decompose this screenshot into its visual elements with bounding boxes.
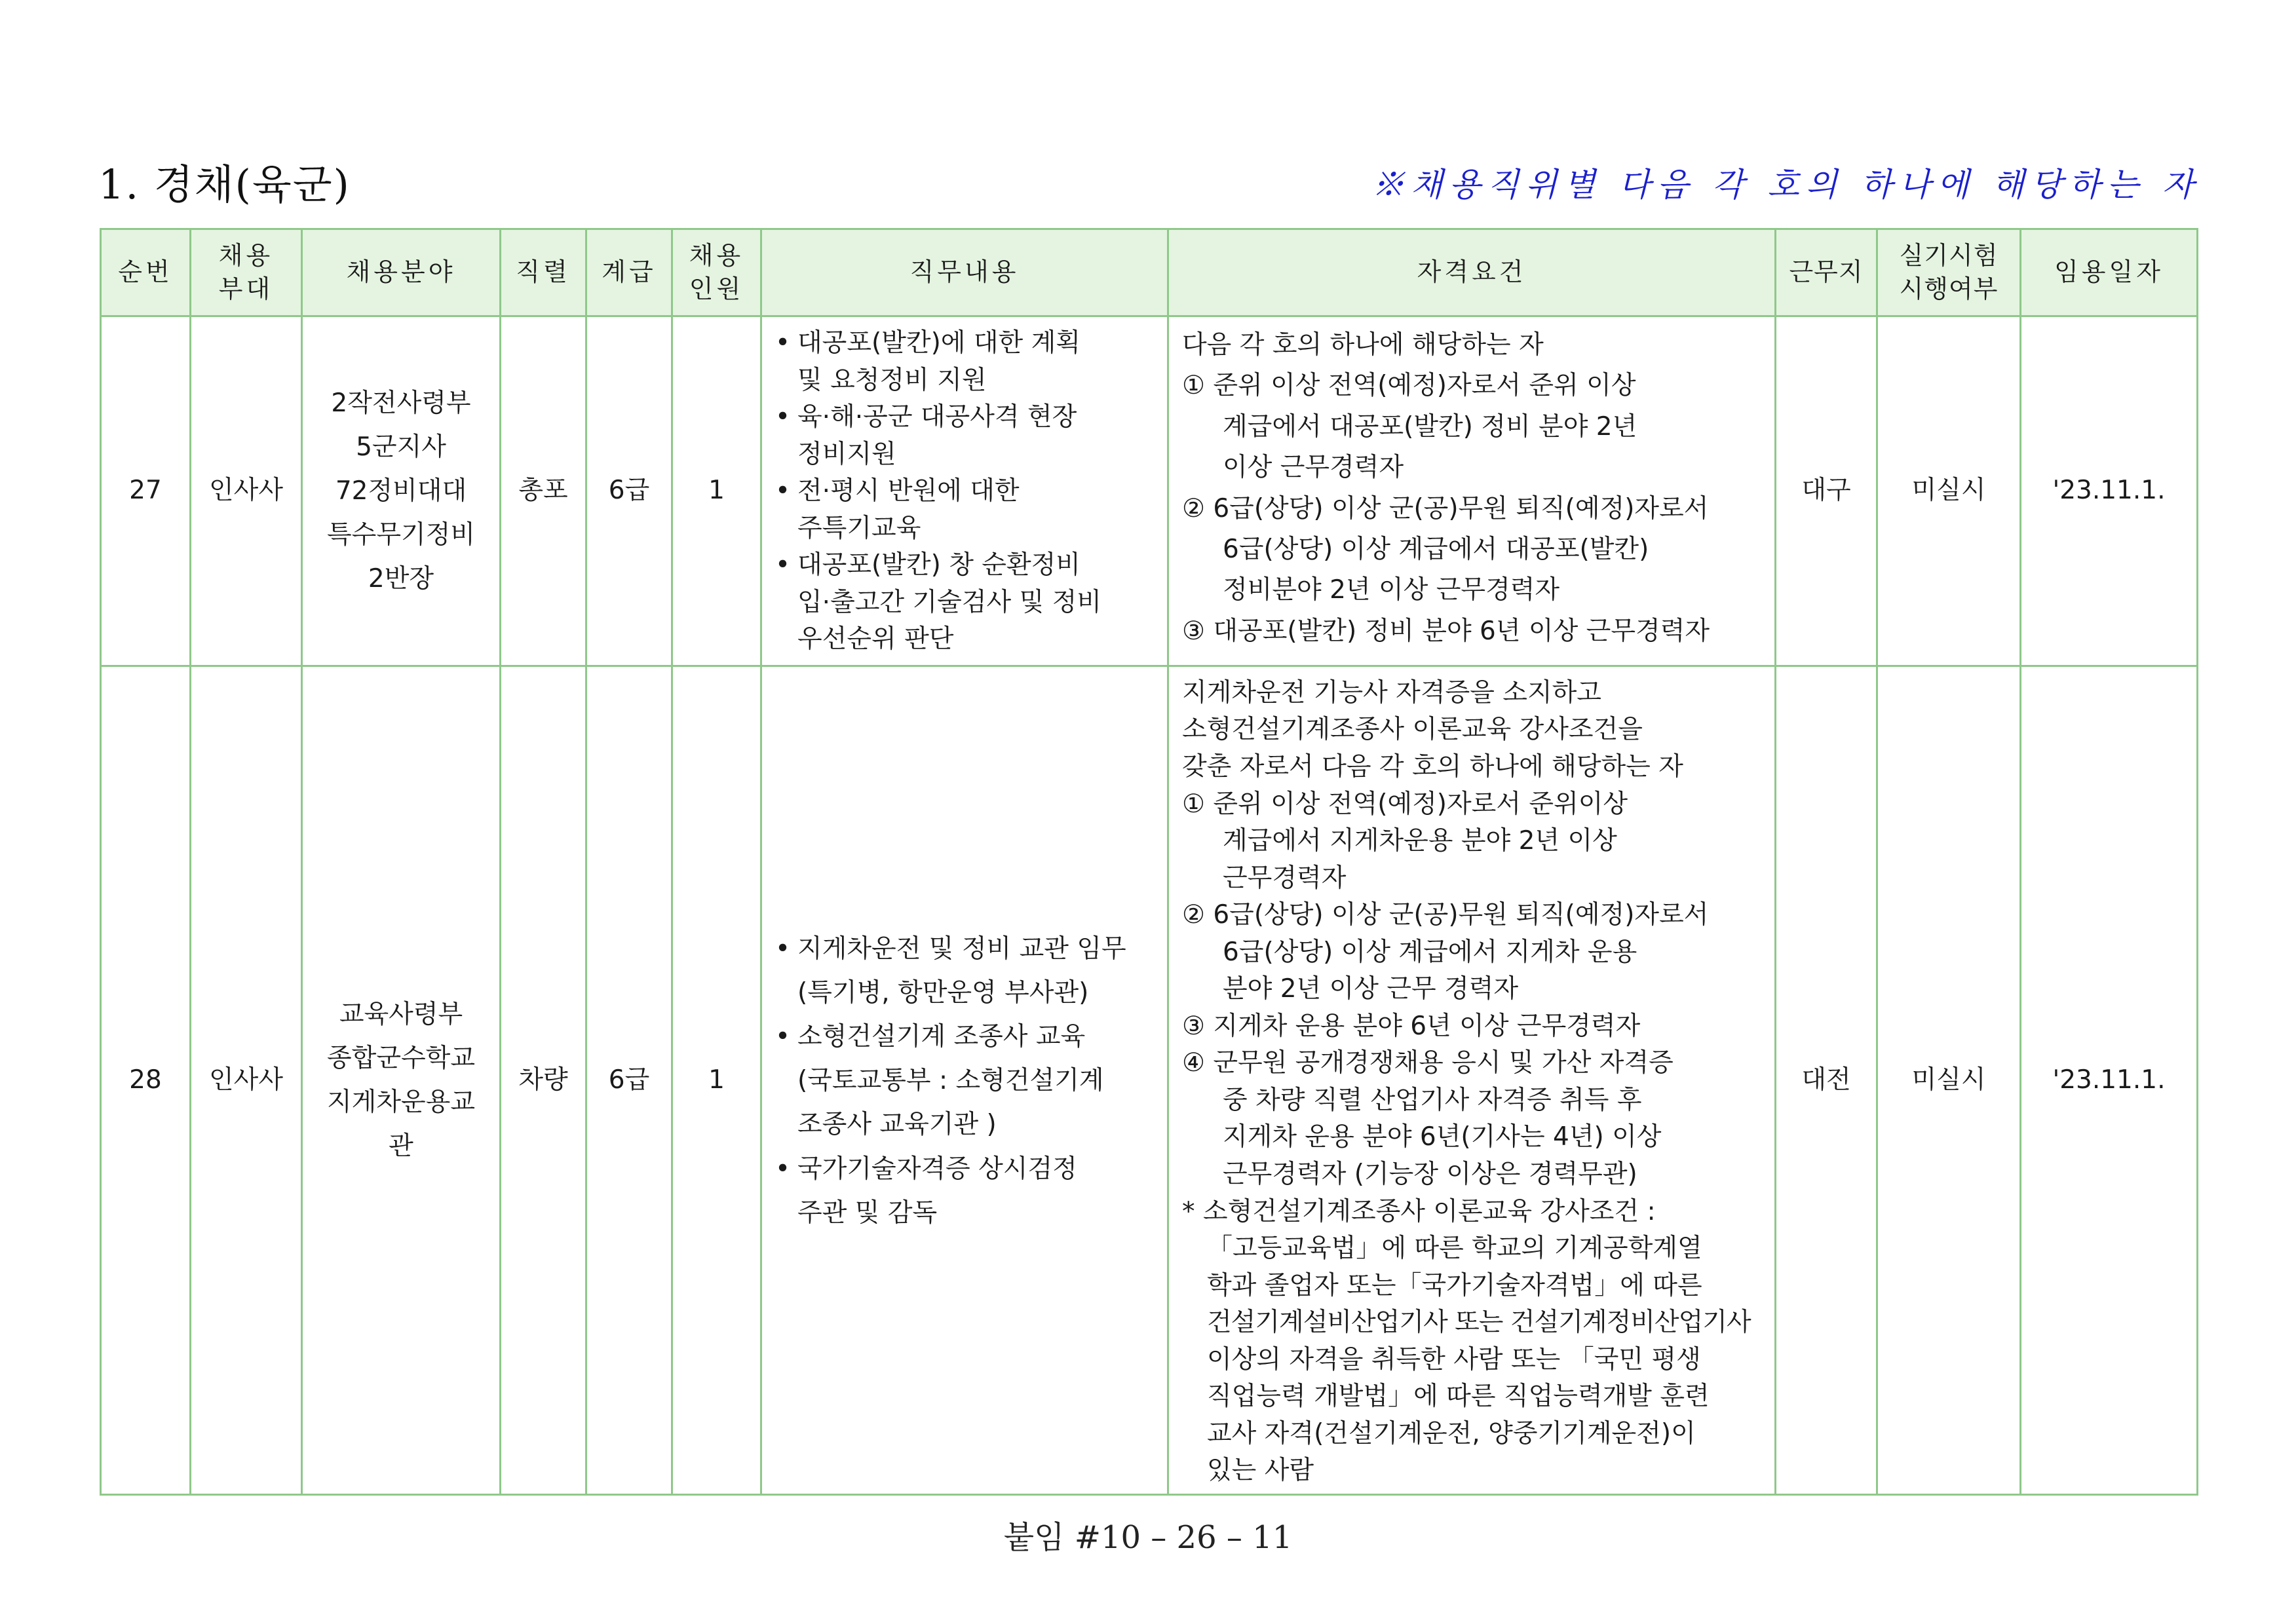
cell-series: 총포 — [501, 316, 586, 666]
duty-item: • 대공포(발칸)에 대한 계획 — [771, 325, 1160, 362]
header-series: 직렬 — [501, 229, 586, 316]
cell-series: 차량 — [501, 666, 586, 1494]
cell-place: 대전 — [1776, 666, 1877, 1494]
recruitment-table — [100, 228, 2198, 1496]
header-duty: 직무내용 — [761, 229, 1168, 316]
cell-qualification: 지게차운전 기능사 자격증을 소지하고 소형건설기계조종사 이론교육 강사조건을 갖춘 자로서 다음 각 호의 하나에 해당하는 자 ① 준위 이상 전역(예정)자로서 준위이상 계급에서 지게차운용 분야 2년 이상 근무경력자 ② 6급(상당) 이상 군(공)무원 퇴직(예정)자로서 6급(상당) 이상 계급에서 지게차 운용 분야 2년 이상 근무 경력자 ③ 지게차 운용 분야 6년 이상 근무경력자 ④ 군무원 공개경쟁채용 응시 및 가산 자격증 중 차량 직렬 산업기사 자격증 취득 후 지게차 운용 분야 6년(기사는 4년) 이상 근무경력자 (기능장 이상은 경력무관) * 소형건설기계조종사 이론교육 강사조건 : 「고등교육법」에 따른 학교의 기계공학계열 학과 졸업자 또는「국가기술자격법」에 따른 건설기계설비산업기사 또는 건설기계정비산업기사 이상의 자격을 취득한 사람 또는 「국민 평생 직업능력 개발법」에 따른 직업능력개발 훈련 교사 자격(건설기계운전, 양중기기계운전)이 있는 사람 — [1168, 666, 1776, 1494]
cell-field: 교육사령부 종합군수학교 지게차운용교 관 — [302, 666, 501, 1494]
cell-unit: 인사사 — [191, 666, 302, 1494]
duty-item: • 국가기술자격증 상시검정 — [771, 1147, 1160, 1191]
duty-item: • 대공포(발칸) 창 순환정비 — [771, 547, 1160, 584]
eligibility-note: ※채용직위별 다음 각 호의 하나에 해당하는 자 — [1371, 166, 2200, 204]
duty-item: • 육·해·공군 대공사격 현장 — [771, 399, 1160, 436]
cell-grade: 6급 — [586, 316, 672, 666]
header-field: 채용분야 — [302, 229, 501, 316]
header-no: 순번 — [101, 229, 191, 316]
cell-exam: 미실시 — [1877, 316, 2021, 666]
duty-item: • 전·평시 반원에 대한 — [771, 473, 1160, 510]
cell-exam: 미실시 — [1877, 666, 2021, 1494]
header-unit: 채용 부대 — [191, 229, 302, 316]
header-place: 근무지 — [1776, 229, 1877, 316]
cell-date: '23.11.1. — [2021, 666, 2198, 1494]
table-row — [101, 666, 2198, 1494]
cell-duty: • 지게차운전 및 정비 교관 임무 (특기병, 항만운영 부사관) • 소형건설기계 조종사 교육 (국토교통부 : 소형건설기계 조종사 교육기관 ) • 국가기술자격증 상시검정 주관 및 감독 — [761, 666, 1168, 1494]
cell-place: 대구 — [1776, 316, 1877, 666]
cell-date: '23.11.1. — [2021, 316, 2198, 666]
header-date: 임용일자 — [2021, 229, 2198, 316]
section-heading: 1. 경채(육군) — [98, 161, 351, 208]
cell-no: 27 — [101, 316, 191, 666]
cell-count: 1 — [672, 666, 761, 1494]
page-footer: 붙임 #10 – 26 – 11 — [1003, 1519, 1293, 1556]
cell-unit: 인사사 — [191, 316, 302, 666]
duty-item: • 소형건설기계 조종사 교육 — [771, 1015, 1160, 1059]
header-qualification: 자격요건 — [1168, 229, 1776, 316]
duty-item: • 지게차운전 및 정비 교관 임무 — [771, 927, 1160, 971]
cell-field: 2작전사령부 5군지사 72정비대대 특수무기정비 2반장 — [302, 316, 501, 666]
cell-grade: 6급 — [586, 666, 672, 1494]
header-row — [101, 229, 2198, 316]
header-grade: 계급 — [586, 229, 672, 316]
header-exam: 실기시험 시행여부 — [1877, 229, 2021, 316]
cell-duty: • 대공포(발칸)에 대한 계획 및 요청정비 지원 • 육·해·공군 대공사격 현장 정비지원 • 전·평시 반원에 대한 주특기교육 • 대공포(발칸) 창 순환정비 입·출고간 기술검사 및 정비 우선순위 판단 — [761, 316, 1168, 666]
cell-no: 28 — [101, 666, 191, 1494]
table-row — [101, 316, 2198, 666]
cell-count: 1 — [672, 316, 761, 666]
cell-qualification: 다음 각 호의 하나에 해당하는 자 ① 준위 이상 전역(예정)자로서 준위 이상 계급에서 대공포(발칸) 정비 분야 2년 이상 근무경력자 ② 6급(상당) 이상 군(공)무원 퇴직(예정)자로서 6급(상당) 이상 계급에서 대공포(발칸) 정비분야 2년 이상 근무경력자 ③ 대공포(발칸) 정비 분야 6년 이상 근무경력자 — [1168, 316, 1776, 666]
header-count: 채용 인원 — [672, 229, 761, 316]
